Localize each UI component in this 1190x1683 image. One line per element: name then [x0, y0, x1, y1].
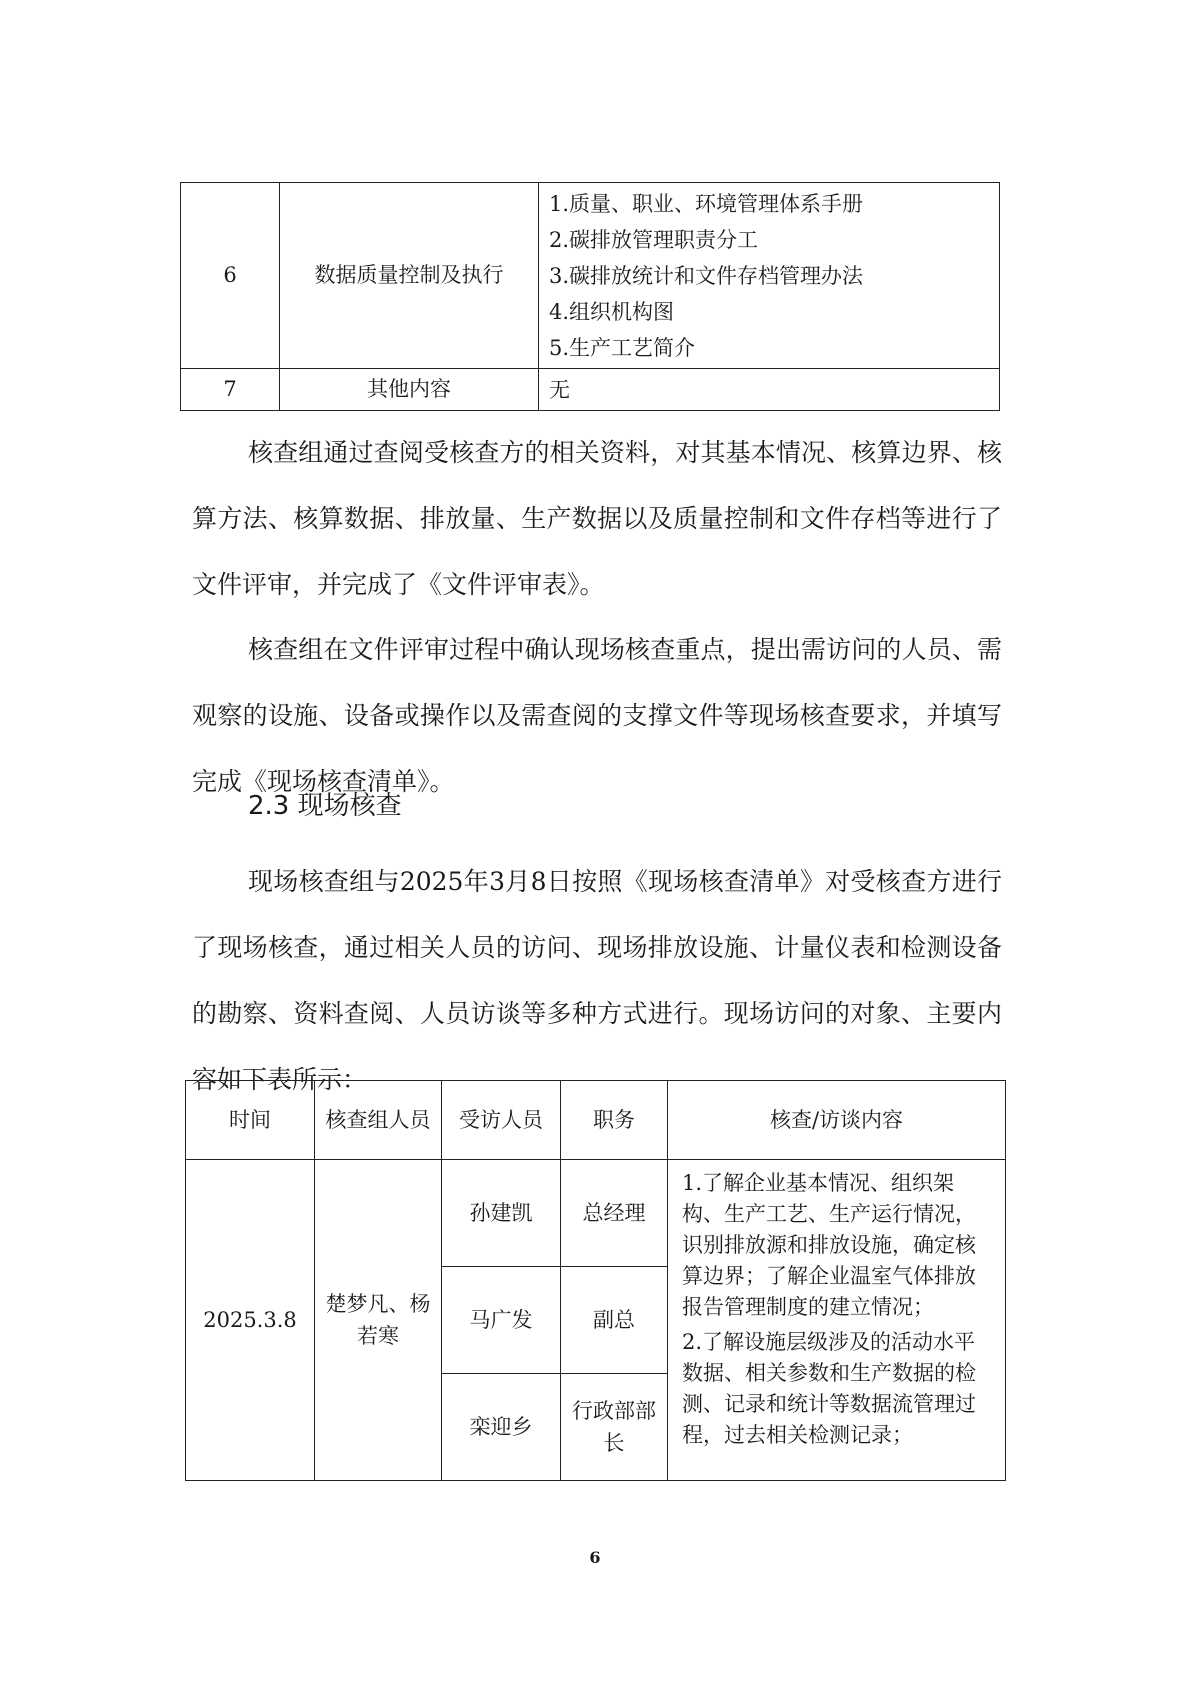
review-item: 其他内容 [280, 369, 539, 411]
interview-content [668, 1160, 1006, 1481]
table-row [181, 183, 1000, 369]
interviewee-name: 马广发 [442, 1267, 561, 1374]
table-row [186, 1160, 1006, 1267]
content-item: 2.了解设施层级涉及的活动水平数据、相关参数和生产数据的检测、记录和统计等数据流管理过程，过去相关检测记录； [682, 1330, 976, 1447]
table-header-row [186, 1081, 1006, 1160]
paragraph-onsite-requirements: 核查组在文件评审过程中确认现场核查重点，提出需访问的人员、需观察的设施、设备或操作以及需查阅的支撑文件等现场核查要求，并填写完成《现场核查清单》。 [192, 635, 1002, 796]
row-number: 7 [181, 369, 280, 411]
document-entry: 4.组织机构图 [549, 299, 675, 324]
page-number: 6 [589, 1548, 601, 1567]
document-list [539, 369, 1000, 411]
header-group: 核查组人员 [315, 1081, 442, 1160]
document-review-table [180, 182, 1000, 411]
document-entry: 5.生产工艺简介 [549, 335, 696, 360]
interviewee-title: 总经理 [561, 1160, 668, 1267]
document-entry: 3.碳排放统计和文件存档管理办法 [549, 263, 864, 288]
header-position: 职务 [561, 1081, 668, 1160]
document-entry: 2.碳排放管理职责分工 [549, 227, 759, 252]
interviewee-name: 孙建凯 [442, 1160, 561, 1267]
document-entry: 无 [549, 377, 570, 402]
document-entry: 1.质量、职业、环境管理体系手册 [549, 191, 864, 216]
row-number: 6 [181, 183, 280, 369]
paragraph-onsite-verification: 现场核查组与2025年3月8日按照《现场核查清单》对受核查方进行了现场核查，通过相关人员的访问、现场排放设施、计量仪表和检测设备的勘察、资料查阅、人员访谈等多种方式进行。现场访问的对象、主要内容如下表所示： [192, 867, 1002, 1094]
onsite-interview-table [185, 1080, 1006, 1481]
interviewee-name: 栾迎乡 [442, 1374, 561, 1481]
verification-group: 楚梦凡、杨若寒 [315, 1160, 442, 1481]
document-list [539, 183, 1000, 369]
header-content: 核查/访谈内容 [668, 1081, 1006, 1160]
header-interviewee: 受访人员 [442, 1081, 561, 1160]
interviewee-title: 行政部部长 [561, 1374, 668, 1481]
paragraph-document-review: 核查组通过查阅受核查方的相关资料，对其基本情况、核算边界、核算方法、核算数据、排放量、生产数据以及质量控制和文件存档等进行了文件评审，并完成了《文件评审表》。 [192, 438, 1002, 599]
header-time: 时间 [186, 1081, 315, 1160]
table-row [181, 369, 1000, 411]
content-item: 1.了解企业基本情况、组织架构、生产工艺、生产运行情况，识别排放源和排放设施，确定核算边界；了解企业温室气体排放报告管理制度的建立情况； [682, 1171, 976, 1319]
interviewee-title: 副总 [561, 1267, 668, 1374]
section-heading: 2.3 现场核查 [248, 791, 402, 821]
visit-date: 2025.3.8 [186, 1160, 315, 1481]
review-item: 数据质量控制及执行 [280, 183, 539, 369]
